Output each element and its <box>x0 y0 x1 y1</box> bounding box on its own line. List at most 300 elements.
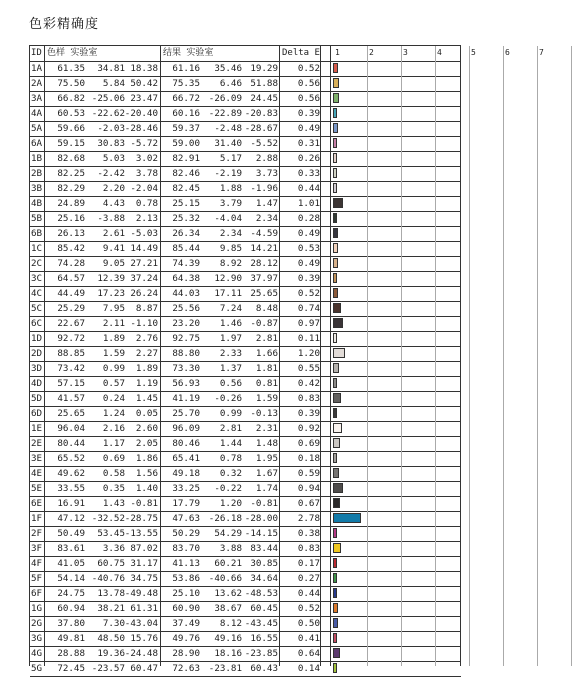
sample-lab-value: 74.28 <box>57 258 85 269</box>
sample-lab-value: 72.45 <box>57 663 85 674</box>
sample-lab-value: 1.17 <box>102 438 125 449</box>
delta-e-bar <box>333 303 341 313</box>
header-result: 结果 实验室 <box>163 48 214 58</box>
sample-lab-value: 27.21 <box>130 258 158 269</box>
row-id: 5C <box>31 303 43 314</box>
row-id: 4F <box>31 558 43 569</box>
result-lab-value: -1.96 <box>250 183 278 194</box>
result-lab-value: 19.29 <box>250 63 278 74</box>
sample-lab-value: 83.61 <box>57 543 85 554</box>
sample-lab-value: 9.41 <box>102 243 125 254</box>
result-lab-value: 0.78 <box>219 453 242 464</box>
delta-e-bar <box>333 663 337 673</box>
table-row <box>30 256 461 272</box>
delta-e-value: 0.52 <box>297 63 320 74</box>
result-lab-value: 54.29 <box>214 528 242 539</box>
row-id: 2G <box>31 618 43 629</box>
result-lab-value: -2.48 <box>214 123 242 134</box>
delta-e-value: 0.18 <box>297 453 320 464</box>
result-lab-value: 1.81 <box>255 363 278 374</box>
result-lab-value: 82.91 <box>172 153 200 164</box>
sample-lab-value: 0.05 <box>135 408 158 419</box>
table-row <box>30 451 461 467</box>
row-id: 3D <box>31 363 43 374</box>
result-lab-value: 66.72 <box>172 93 200 104</box>
sample-lab-value: 60.75 <box>97 558 125 569</box>
row-id: 5A <box>31 123 43 134</box>
column-divider <box>44 46 45 666</box>
row-id: 1G <box>31 603 43 614</box>
delta-e-bar <box>333 648 340 658</box>
delta-e-bar <box>333 408 337 418</box>
result-lab-value: 0.99 <box>219 408 242 419</box>
table-row <box>30 136 461 152</box>
sample-lab-value: 65.52 <box>57 453 85 464</box>
delta-e-value: 0.74 <box>297 303 320 314</box>
result-lab-value: 23.20 <box>172 318 200 329</box>
delta-e-value: 0.59 <box>297 468 320 479</box>
column-divider <box>160 46 161 666</box>
table-row <box>30 526 461 542</box>
sample-lab-value: 92.72 <box>57 333 85 344</box>
delta-e-value: 0.39 <box>297 108 320 119</box>
delta-e-value: 0.26 <box>297 153 320 164</box>
row-id: 5D <box>31 393 43 404</box>
sample-lab-value: 0.57 <box>102 378 125 389</box>
table-row <box>30 331 461 347</box>
delta-e-bar <box>333 288 338 298</box>
sample-lab-value: 59.15 <box>57 138 85 149</box>
delta-e-bar <box>333 273 337 283</box>
sample-lab-value: 1.89 <box>102 333 125 344</box>
table-header-row <box>30 46 544 62</box>
row-id: 4G <box>31 648 43 659</box>
sample-lab-value: 2.05 <box>135 438 158 449</box>
sample-lab-value: 0.99 <box>102 363 125 374</box>
sample-lab-value: 48.50 <box>97 633 125 644</box>
row-id: 4A <box>31 108 43 119</box>
result-lab-value: -40.66 <box>208 573 242 584</box>
sample-lab-value: 1.19 <box>135 378 158 389</box>
delta-e-bar <box>333 558 337 568</box>
result-lab-value: 25.32 <box>172 213 200 224</box>
row-id: 4E <box>31 468 43 479</box>
result-lab-value: -0.22 <box>214 483 242 494</box>
delta-e-value: 2.78 <box>297 513 320 524</box>
sample-lab-value: 13.78 <box>97 588 125 599</box>
page-title: 色彩精确度 <box>29 17 100 32</box>
result-lab-value: 47.63 <box>172 513 200 524</box>
sample-lab-value: 5.03 <box>102 153 125 164</box>
sample-lab-value: 44.49 <box>57 288 85 299</box>
header-id: ID <box>31 48 42 58</box>
axis-tick-label: 2 <box>369 48 374 57</box>
sample-lab-value: -5.72 <box>130 138 158 149</box>
result-lab-value: 25.65 <box>250 288 278 299</box>
sample-lab-value: -22.62 <box>91 108 125 119</box>
sample-lab-value: 87.02 <box>130 543 158 554</box>
table-right-border <box>460 46 461 666</box>
sample-lab-value: 85.42 <box>57 243 85 254</box>
table-row <box>30 166 461 182</box>
sample-lab-value: 0.35 <box>102 483 125 494</box>
sample-lab-value: 61.31 <box>130 603 158 614</box>
sample-lab-value: -13.55 <box>124 528 158 539</box>
result-lab-value: 72.63 <box>172 663 200 674</box>
sample-lab-value: 54.14 <box>57 573 85 584</box>
delta-e-bar <box>333 168 337 178</box>
sample-lab-value: 2.20 <box>102 183 125 194</box>
delta-e-bar <box>333 378 337 388</box>
table-row <box>30 226 461 242</box>
row-id: 1C <box>31 243 43 254</box>
axis-tick-label: 1 <box>335 48 340 57</box>
result-lab-value: 37.97 <box>250 273 278 284</box>
result-lab-value: 1.44 <box>219 438 242 449</box>
result-lab-value: 61.16 <box>172 63 200 74</box>
row-id: 2A <box>31 78 43 89</box>
row-id: 1F <box>31 513 43 524</box>
row-id: 6E <box>31 498 43 509</box>
delta-e-bar <box>333 393 341 403</box>
sample-lab-value: 80.44 <box>57 438 85 449</box>
sample-lab-value: 73.42 <box>57 363 85 374</box>
result-lab-value: 25.70 <box>172 408 200 419</box>
sample-lab-value: 2.11 <box>102 318 125 329</box>
sample-lab-value: -2.04 <box>130 183 158 194</box>
sample-lab-value: 22.67 <box>57 318 85 329</box>
result-lab-value: 3.88 <box>219 543 242 554</box>
delta-e-bar <box>333 228 338 238</box>
table-row <box>30 91 461 107</box>
sample-lab-value: 38.21 <box>97 603 125 614</box>
sample-lab-value: 41.05 <box>57 558 85 569</box>
delta-e-value: 0.14 <box>297 663 320 674</box>
delta-e-value: 0.50 <box>297 618 320 629</box>
delta-e-value: 0.44 <box>297 588 320 599</box>
sample-lab-value: 25.29 <box>57 303 85 314</box>
row-id: 1A <box>31 63 43 74</box>
delta-e-bar <box>333 528 337 538</box>
table-row <box>30 196 461 212</box>
delta-e-value: 0.41 <box>297 633 320 644</box>
table-row <box>30 271 461 287</box>
sample-lab-value: -28.46 <box>124 123 158 134</box>
delta-e-bar <box>333 633 337 643</box>
table-row <box>30 661 461 677</box>
table-row <box>30 496 461 512</box>
sample-lab-value: 1.45 <box>135 393 158 404</box>
result-lab-value: 3.79 <box>219 198 242 209</box>
delta-e-bar <box>333 423 342 433</box>
sample-lab-value: 25.16 <box>57 213 85 224</box>
delta-e-bar <box>333 153 337 163</box>
result-lab-value: 1.59 <box>255 393 278 404</box>
result-lab-value: 16.55 <box>250 633 278 644</box>
result-lab-value: 64.38 <box>172 273 200 284</box>
sample-lab-value: -49.48 <box>124 588 158 599</box>
delta-e-bar <box>333 438 340 448</box>
table-row <box>30 106 461 122</box>
result-lab-value: 74.39 <box>172 258 200 269</box>
delta-e-value: 0.49 <box>297 258 320 269</box>
result-lab-value: 2.81 <box>219 423 242 434</box>
result-lab-value: 1.46 <box>219 318 242 329</box>
row-id: 3C <box>31 273 43 284</box>
row-id: 2D <box>31 348 43 359</box>
row-id: 5G <box>31 663 43 674</box>
result-lab-value: -2.19 <box>214 168 242 179</box>
delta-e-value: 0.69 <box>297 438 320 449</box>
sample-lab-value: 12.39 <box>97 273 125 284</box>
sample-lab-value: 2.13 <box>135 213 158 224</box>
result-lab-value: 26.34 <box>172 228 200 239</box>
result-lab-value: 33.25 <box>172 483 200 494</box>
result-lab-value: 12.90 <box>214 273 242 284</box>
delta-e-bar <box>333 348 345 358</box>
row-id: 6A <box>31 138 43 149</box>
table-row <box>30 436 461 452</box>
result-lab-value: 14.21 <box>250 243 278 254</box>
delta-e-value: 0.83 <box>297 543 320 554</box>
table-row <box>30 76 461 92</box>
delta-e-value: 0.49 <box>297 228 320 239</box>
result-lab-value: 1.88 <box>219 183 242 194</box>
delta-e-value: 0.17 <box>297 558 320 569</box>
sample-lab-value: 0.78 <box>135 198 158 209</box>
table-row <box>30 346 461 362</box>
table-row <box>30 211 461 227</box>
row-id: 6B <box>31 228 43 239</box>
sample-lab-value: 0.24 <box>102 393 125 404</box>
result-lab-value: 6.46 <box>219 78 242 89</box>
sample-lab-value: -43.04 <box>124 618 158 629</box>
result-lab-value: -0.26 <box>214 393 242 404</box>
delta-e-bar <box>333 63 338 73</box>
result-lab-value: 3.73 <box>255 168 278 179</box>
sample-lab-value: 24.89 <box>57 198 85 209</box>
sample-lab-value: 49.81 <box>57 633 85 644</box>
result-lab-value: -48.53 <box>244 588 278 599</box>
delta-e-value: 0.64 <box>297 648 320 659</box>
result-lab-value: 8.12 <box>219 618 242 629</box>
sample-lab-value: 1.89 <box>135 363 158 374</box>
row-id: 2E <box>31 438 43 449</box>
table-row <box>30 571 461 587</box>
table-row <box>30 466 461 482</box>
sample-lab-value: 59.66 <box>57 123 85 134</box>
table-row <box>30 376 461 392</box>
result-lab-value: 25.15 <box>172 198 200 209</box>
delta-e-value: 0.52 <box>297 603 320 614</box>
table-row <box>30 316 461 332</box>
result-lab-value: 51.88 <box>250 78 278 89</box>
delta-e-value: 0.38 <box>297 528 320 539</box>
result-lab-value: 18.16 <box>214 648 242 659</box>
sample-lab-value: 1.40 <box>135 483 158 494</box>
delta-e-value: 0.56 <box>297 78 320 89</box>
result-lab-value: 35.46 <box>214 63 242 74</box>
sample-lab-value: 0.69 <box>102 453 125 464</box>
sample-lab-value: -28.75 <box>124 513 158 524</box>
result-lab-value: 1.47 <box>255 198 278 209</box>
sample-lab-value: 14.49 <box>130 243 158 254</box>
table-row <box>30 406 461 422</box>
axis-tick-label: 5 <box>471 48 476 57</box>
sample-lab-value: 1.59 <box>102 348 125 359</box>
table-row <box>30 151 461 167</box>
sample-lab-value: -40.76 <box>91 573 125 584</box>
result-lab-value: 2.33 <box>219 348 242 359</box>
sample-lab-value: 37.80 <box>57 618 85 629</box>
result-lab-value: 85.44 <box>172 243 200 254</box>
sample-lab-value: 23.47 <box>130 93 158 104</box>
sample-lab-value: 82.25 <box>57 168 85 179</box>
delta-e-bar <box>333 363 339 373</box>
sample-lab-value: 33.55 <box>57 483 85 494</box>
sample-lab-value: 66.82 <box>57 93 85 104</box>
sample-lab-value: -32.52 <box>91 513 125 524</box>
sample-lab-value: 41.57 <box>57 393 85 404</box>
delta-e-bar <box>333 318 343 328</box>
sample-lab-value: -20.40 <box>124 108 158 119</box>
result-lab-value: 83.70 <box>172 543 200 554</box>
result-lab-value: 25.10 <box>172 588 200 599</box>
result-lab-value: 2.88 <box>255 153 278 164</box>
column-divider <box>320 46 321 666</box>
result-lab-value: -4.04 <box>214 213 242 224</box>
delta-e-bar <box>333 498 340 508</box>
result-lab-value: 59.00 <box>172 138 200 149</box>
sample-lab-value: 19.36 <box>97 648 125 659</box>
sample-lab-value: 82.29 <box>57 183 85 194</box>
sample-lab-value: 88.85 <box>57 348 85 359</box>
sample-lab-value: 3.36 <box>102 543 125 554</box>
sample-lab-value: 1.86 <box>135 453 158 464</box>
result-lab-value: 60.21 <box>214 558 242 569</box>
table-row <box>30 541 461 557</box>
result-lab-value: 1.97 <box>219 333 242 344</box>
result-lab-value: -5.52 <box>250 138 278 149</box>
result-lab-value: -23.85 <box>244 648 278 659</box>
row-id: 6D <box>31 408 43 419</box>
result-lab-value: 49.76 <box>172 633 200 644</box>
delta-e-value: 0.53 <box>297 243 320 254</box>
scale-gridline <box>401 46 402 666</box>
result-lab-value: 88.80 <box>172 348 200 359</box>
result-lab-value: 31.40 <box>214 138 242 149</box>
sample-lab-value: -2.42 <box>97 168 125 179</box>
row-id: 6F <box>31 588 43 599</box>
result-lab-value: 96.09 <box>172 423 200 434</box>
delta-e-bar <box>333 513 361 523</box>
axis-tick-label: 3 <box>403 48 408 57</box>
delta-e-bar <box>333 483 343 493</box>
result-lab-value: -4.59 <box>250 228 278 239</box>
row-id: 5F <box>31 573 43 584</box>
table-row <box>30 481 461 497</box>
header-sample: 色样 实验室 <box>47 48 98 58</box>
sample-lab-value: 31.17 <box>130 558 158 569</box>
delta-e-value: 0.28 <box>297 213 320 224</box>
result-lab-value: 56.93 <box>172 378 200 389</box>
result-lab-value: 2.34 <box>219 228 242 239</box>
result-lab-value: 65.41 <box>172 453 200 464</box>
row-id: 1B <box>31 153 43 164</box>
delta-e-bar <box>333 258 338 268</box>
delta-e-value: 0.31 <box>297 138 320 149</box>
delta-e-value: 0.56 <box>297 93 320 104</box>
axis-tick-label: 6 <box>505 48 510 57</box>
result-lab-value: -0.81 <box>250 498 278 509</box>
result-lab-value: 49.18 <box>172 468 200 479</box>
delta-e-value: 0.11 <box>297 333 320 344</box>
result-lab-value: 5.17 <box>219 153 242 164</box>
table-row <box>30 616 461 632</box>
delta-e-bar <box>333 588 337 598</box>
table-row <box>30 601 461 617</box>
result-lab-value: 8.92 <box>219 258 242 269</box>
sample-lab-value: 47.12 <box>57 513 85 524</box>
sample-lab-value: 0.58 <box>102 468 125 479</box>
result-lab-value: -28.00 <box>244 513 278 524</box>
sample-lab-value: 34.81 <box>97 63 125 74</box>
delta-e-value: 0.94 <box>297 483 320 494</box>
sample-lab-value: 1.43 <box>102 498 125 509</box>
row-id: 3B <box>31 183 43 194</box>
delta-e-value: 1.20 <box>297 348 320 359</box>
result-lab-value: 53.86 <box>172 573 200 584</box>
delta-e-value: 0.49 <box>297 123 320 134</box>
result-lab-value: 17.11 <box>214 288 242 299</box>
delta-e-value: 0.33 <box>297 168 320 179</box>
sample-lab-value: 2.16 <box>102 423 125 434</box>
result-lab-value: 1.48 <box>255 438 278 449</box>
row-id: 2F <box>31 528 43 539</box>
result-lab-value: -28.67 <box>244 123 278 134</box>
row-id: 3F <box>31 543 43 554</box>
axis-tick-label: 7 <box>539 48 544 57</box>
result-lab-value: 30.85 <box>250 558 278 569</box>
delta-e-value: 0.92 <box>297 423 320 434</box>
result-lab-value: -20.83 <box>244 108 278 119</box>
delta-e-bar <box>333 543 341 553</box>
delta-e-value: 0.97 <box>297 318 320 329</box>
result-lab-value: 28.90 <box>172 648 200 659</box>
delta-e-bar <box>333 138 337 148</box>
sample-lab-value: 2.27 <box>135 348 158 359</box>
sample-lab-value: -0.81 <box>130 498 158 509</box>
result-lab-value: 75.35 <box>172 78 200 89</box>
sample-lab-value: 30.83 <box>97 138 125 149</box>
delta-e-bar <box>333 123 338 133</box>
delta-e-value: 0.55 <box>297 363 320 374</box>
result-lab-value: -43.45 <box>244 618 278 629</box>
row-id: 2C <box>31 258 43 269</box>
table-row <box>30 586 461 602</box>
result-lab-value: 50.29 <box>172 528 200 539</box>
sample-lab-value: 3.02 <box>135 153 158 164</box>
delta-e-bar <box>333 618 338 628</box>
sample-lab-value: 61.35 <box>57 63 85 74</box>
scale-gridline <box>469 46 470 666</box>
result-lab-value: 2.34 <box>255 213 278 224</box>
result-lab-value: 34.64 <box>250 573 278 584</box>
row-id: 3E <box>31 453 43 464</box>
result-lab-value: 60.45 <box>250 603 278 614</box>
sample-lab-value: 75.50 <box>57 78 85 89</box>
sample-lab-value: 50.42 <box>130 78 158 89</box>
